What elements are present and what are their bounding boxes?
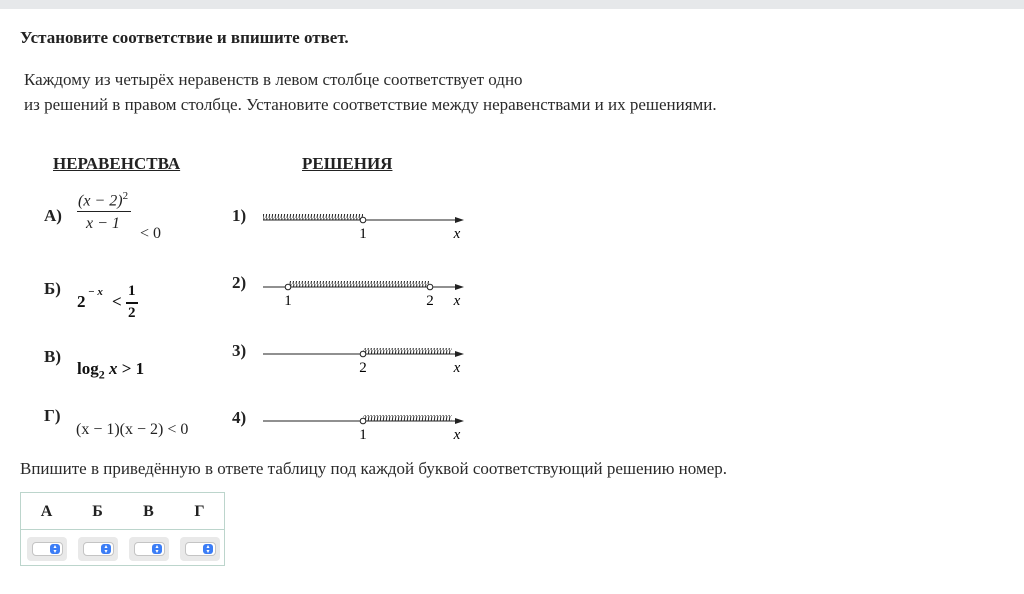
number-line-1 <box>263 214 464 242</box>
inequality-label-c: В) <box>44 347 61 366</box>
inequality-a-numerator <box>78 190 128 210</box>
answer-header-b: Б <box>92 503 103 520</box>
log-base: 2 <box>98 367 105 382</box>
inequality-a-denominator: x − 1 <box>86 215 120 232</box>
open-point <box>360 351 366 357</box>
answer-table <box>20 492 225 566</box>
inequality-d-expression: (x − 1)(x − 2) < 0 <box>76 421 189 438</box>
open-point <box>360 418 366 424</box>
column-header-solutions: РЕШЕНИЯ <box>302 154 393 173</box>
inequality-c <box>77 359 144 382</box>
axis-arrow-icon <box>455 418 464 424</box>
tick-label: 2 <box>426 293 434 309</box>
solution-label-4: 4) <box>232 408 247 427</box>
axis-variable: x <box>453 226 461 242</box>
tick-label: 2 <box>359 360 367 376</box>
tick-label: 1 <box>359 226 367 242</box>
numerator-base: (x − 2) <box>78 192 123 210</box>
tick-label: 1 <box>359 427 367 443</box>
inequality-b-base: 2 <box>77 292 86 311</box>
solution-hatching <box>363 415 452 421</box>
axis-variable: x <box>453 360 461 376</box>
number-line-4 <box>263 415 464 443</box>
number-line-2 <box>263 281 464 309</box>
numerator-exponent: 2 <box>122 190 129 202</box>
inequality-b-frac-den: 2 <box>128 305 136 321</box>
open-point <box>427 284 433 290</box>
fraction-bar <box>126 302 138 304</box>
axis-arrow-icon <box>455 284 464 290</box>
inequality-b-relation: < <box>112 292 122 311</box>
select-field[interactable] <box>134 542 165 556</box>
answer-header-c: В <box>143 503 154 520</box>
inequality-b-frac-num: 1 <box>128 283 136 299</box>
open-point <box>285 284 291 290</box>
tick-label: 1 <box>284 293 292 309</box>
log-word: log <box>77 359 99 378</box>
inequality-a-relation: < 0 <box>140 225 162 242</box>
intro-line-1: Каждому из четырёх неравенств в левом столбце соответствует одно <box>24 70 523 89</box>
log-variable: x <box>108 359 118 378</box>
inequality-label-a: А) <box>44 206 62 225</box>
axis-variable: x <box>453 427 461 443</box>
answer-instruction: Впишите в приведённую в ответе таблицу под каждой буквой соответствующий решению номер. <box>20 459 728 478</box>
axis-arrow-icon <box>455 217 464 223</box>
answer-table-header <box>21 493 224 530</box>
axis-variable: x <box>453 293 461 309</box>
inequality-label-b: Б) <box>44 279 61 298</box>
chevron-updown-icon: ▴ ▾ <box>101 544 111 554</box>
inequality-b-exponent: − x <box>88 286 103 298</box>
answer-header-d: Г <box>194 503 205 520</box>
select-field[interactable] <box>185 542 216 556</box>
fraction-bar <box>77 211 131 212</box>
chevron-updown-icon: ▴ ▾ <box>203 544 213 554</box>
intro-line-2: из решений в правом столбце. Установите соответствие между неравенствами и их решениями. <box>24 95 717 114</box>
select-field[interactable] <box>32 542 63 556</box>
log-relation: > 1 <box>121 359 145 378</box>
solution-hatching <box>263 214 363 220</box>
chevron-updown-icon: ▴ ▾ <box>50 544 60 554</box>
open-point <box>360 217 366 223</box>
inequality-label-d: Г) <box>44 406 61 425</box>
select-field[interactable] <box>83 542 114 556</box>
answer-select-a[interactable] <box>27 537 67 561</box>
number-line-3 <box>263 348 464 376</box>
number-lines <box>250 200 480 450</box>
column-header-inequalities: НЕРАВЕНСТВА <box>53 154 181 173</box>
chevron-updown-icon: ▴ ▾ <box>152 544 162 554</box>
answer-select-c[interactable] <box>129 537 169 561</box>
solution-label-1: 1) <box>232 206 247 225</box>
solution-label-2: 2) <box>232 273 247 292</box>
solution-hatching <box>363 348 452 354</box>
answer-select-d[interactable] <box>180 537 220 561</box>
top-bar <box>0 0 1024 9</box>
solution-hatching <box>288 281 430 287</box>
task-heading: Установите соответствие и впишите ответ. <box>20 28 349 47</box>
answer-header-a: А <box>40 503 53 520</box>
answer-select-b[interactable] <box>78 537 118 561</box>
solution-label-3: 3) <box>232 341 247 360</box>
axis-arrow-icon <box>455 351 464 357</box>
